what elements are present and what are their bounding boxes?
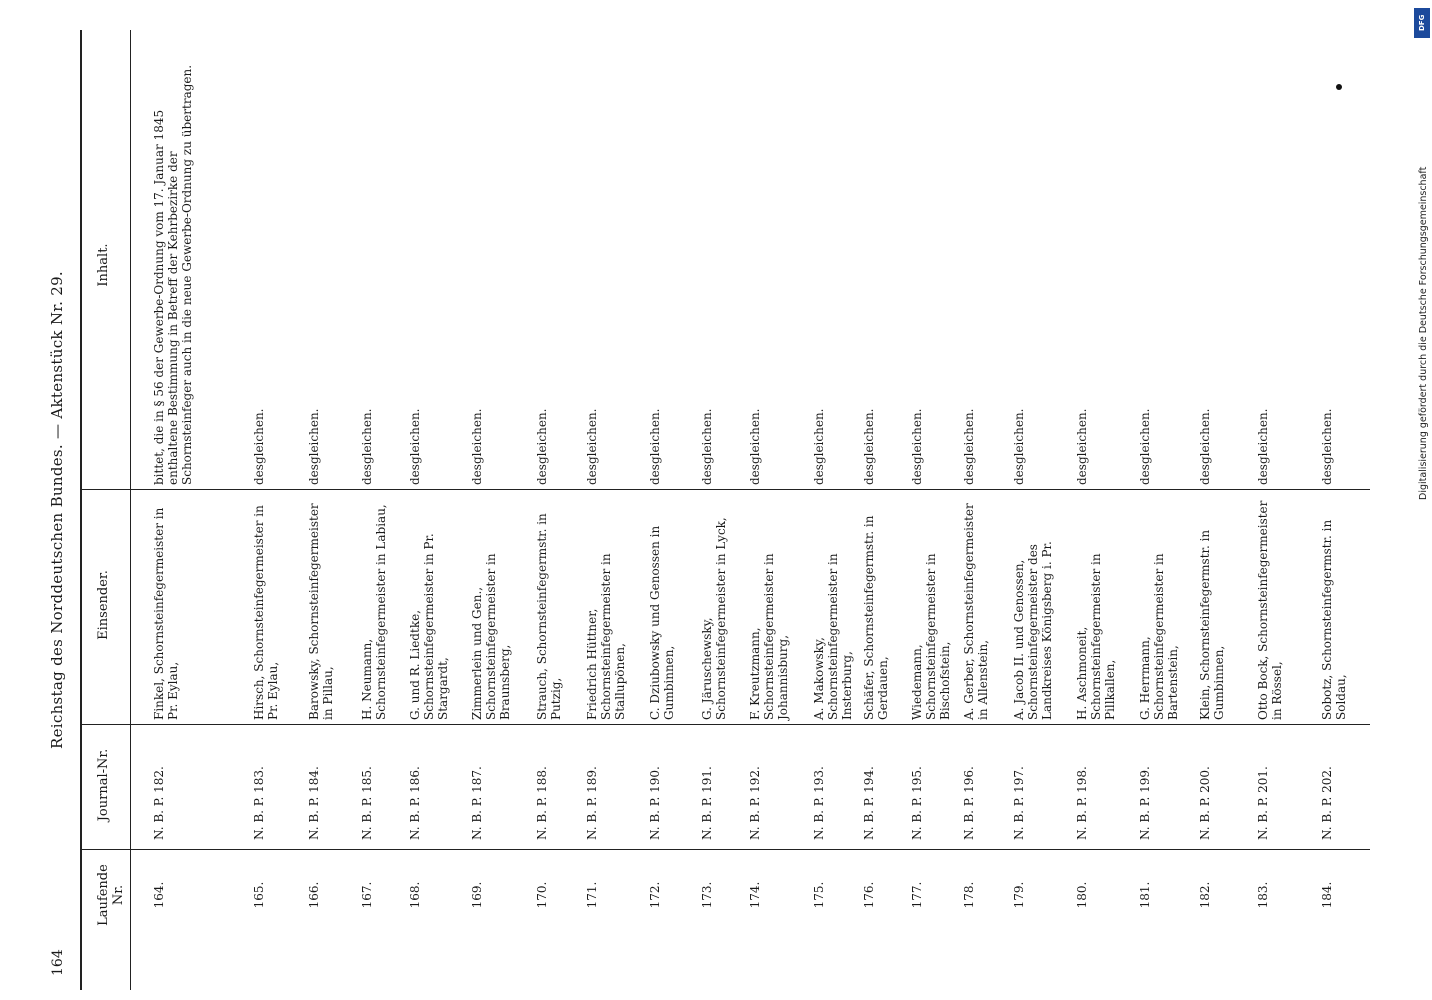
row-inhalt: desgleichen.: [408, 408, 422, 485]
row-einsender: Barowsky, Schornsteinfegermeister in Pillau,: [307, 503, 335, 720]
row-journal: N. B. P. 189.: [585, 766, 599, 840]
row-journal: N. B. P. 195.: [910, 766, 924, 840]
row-einsender: Hirsch, Schornsteinfegermeister in Pr. Eylau,: [252, 505, 280, 720]
row-inhalt: desgleichen.: [585, 408, 599, 485]
row-einsender: Schäfer, Schornsteinfegermstr. in Gerdauen,: [862, 515, 890, 720]
row-lfd: 170.: [535, 881, 549, 909]
row-einsender: Sobotz, Schornsteinfegermstr. in Soldau,: [1320, 519, 1348, 720]
col-head-laufende: Laufende Nr.: [96, 864, 126, 926]
row-einsender: Friedrich Hüttner, Schornsteinfegermeister in Stallupönen,: [585, 553, 627, 720]
row-einsender: G. und R. Liedtke, Schornsteinfegermeister in Pr. Stargardt,: [408, 533, 450, 720]
row-einsender: Zimmerlein und Gen., Schornsteinfegermeister in Braunsberg,: [470, 553, 512, 720]
row-einsender: Otto Bock, Schornsteinfegermeister in Rössel,: [1256, 500, 1284, 720]
row-lfd: 178.: [962, 881, 976, 909]
row-einsender: A. Makowsky, Schornsteinfegermeister in Insterburg,: [812, 553, 854, 720]
page-number: 164: [50, 949, 66, 976]
row-einsender: Klein, Schornsteinfegermstr. in Gumbinnen,: [1198, 529, 1226, 720]
row-journal: N. B. P. 182.: [152, 766, 166, 840]
row-einsender: Wiedemann, Schornsteinfegermeister in Bischofstein,: [910, 553, 952, 720]
row-lfd: 175.: [812, 881, 826, 909]
row-einsender: F. Kreutzmann, Schornsteinfegermeister in Johannisburg,: [748, 553, 790, 720]
dfg-badge: DFG: [1414, 8, 1430, 38]
row-journal: N. B. P. 201.: [1256, 766, 1270, 840]
digitization-note: Digitalisierung gefördert durch die Deutsche Forschungsgemeinschaft: [1418, 166, 1429, 500]
row-lfd: 174.: [748, 881, 762, 909]
row-lfd: 182.: [1198, 881, 1212, 909]
row-einsender: G. Herrmann, Schornsteinfegermeister in Bartenstein,: [1138, 553, 1180, 720]
row-journal: N. B. P. 183.: [252, 766, 266, 840]
row-inhalt: desgleichen.: [307, 408, 321, 485]
row-lfd: 167.: [360, 881, 374, 909]
row-inhalt: desgleichen.: [1075, 408, 1089, 485]
row-einsender: A. Jacob II. und Genossen, Schornsteinfegermeister des Landkreises Königsberg i. Pr.: [1012, 541, 1054, 720]
row-journal: N. B. P. 196.: [962, 766, 976, 840]
row-inhalt: desgleichen.: [1256, 408, 1270, 485]
row-lfd: 177.: [910, 881, 924, 909]
row-inhalt: desgleichen.: [1320, 408, 1334, 485]
row-journal: N. B. P. 198.: [1075, 766, 1089, 840]
row-inhalt: desgleichen.: [648, 408, 662, 485]
row-einsender: C. Dziubowsky und Genossen in Gumbinnen,: [648, 525, 676, 720]
row-inhalt: desgleichen.: [1198, 408, 1212, 485]
running-title: Reichstag des Norddeutschen Bundes. — Aktenstück Nr. 29.: [48, 271, 66, 749]
col-divider-2: [80, 724, 1370, 725]
row-inhalt: desgleichen.: [1138, 408, 1152, 485]
col-head-journal: Journal-Nr.: [96, 748, 111, 822]
row-lfd: 169.: [470, 881, 484, 909]
row-journal: N. B. P. 185.: [360, 766, 374, 840]
row-journal: N. B. P. 200.: [1198, 766, 1212, 840]
row-einsender: H. Neumann, Schornsteinfegermeister in Labiau,: [360, 504, 388, 720]
row-inhalt: desgleichen.: [252, 408, 266, 485]
row-lfd: 184.: [1320, 881, 1334, 909]
col-head-einsender: Einsender.: [96, 570, 111, 640]
row-lfd: 176.: [862, 881, 876, 909]
row-journal: N. B. P. 202.: [1320, 766, 1334, 840]
row-inhalt: desgleichen.: [748, 408, 762, 485]
row-journal: N. B. P. 192.: [748, 766, 762, 840]
row-inhalt: desgleichen.: [1012, 408, 1026, 485]
row-lfd: 171.: [585, 881, 599, 909]
row-inhalt: desgleichen.: [535, 408, 549, 485]
row-lfd: 173.: [700, 881, 714, 909]
row-inhalt: desgleichen.: [962, 408, 976, 485]
row-lfd: 168.: [408, 881, 422, 909]
row-lfd: 181.: [1138, 881, 1152, 909]
row-inhalt: desgleichen.: [360, 408, 374, 485]
row-journal: N. B. P. 197.: [1012, 766, 1026, 840]
row-inhalt: desgleichen.: [910, 408, 924, 485]
row-journal: N. B. P. 184.: [307, 766, 321, 840]
row-einsender: H. Aschmoneit, Schornsteinfegermeister in Pillkallen,: [1075, 553, 1117, 720]
row-einsender: Strauch, Schornsteinfegermstr. in Putzig,: [535, 513, 563, 720]
header-rule-top: [80, 30, 82, 990]
row-einsender: A. Gerber, Schornsteinfegermeister in Allenstein,: [962, 503, 990, 720]
row-lfd: 183.: [1256, 881, 1270, 909]
row-inhalt: desgleichen.: [812, 408, 826, 485]
col-head-inhalt: Inhalt.: [96, 243, 111, 287]
row-journal: N. B. P. 188.: [535, 766, 549, 840]
row-journal: N. B. P. 187.: [470, 766, 484, 840]
row-lfd: 180.: [1075, 881, 1089, 909]
scan-speck: [1336, 84, 1342, 90]
row-lfd: 166.: [307, 881, 321, 909]
col-divider-1: [80, 849, 1370, 850]
row-inhalt: bittet, die in § 56 der Gewerbe-Ordnung vom 17. Januar 1845 enthaltene Bestimmung in Betreff der Kehrbezirke der Schornsteinfeger auch in die neue Gewerbe-Ordnung zu übertragen.: [152, 64, 194, 485]
row-journal: N. B. P. 199.: [1138, 766, 1152, 840]
row-lfd: 179.: [1012, 881, 1026, 909]
row-journal: N. B. P. 191.: [700, 766, 714, 840]
row-inhalt: desgleichen.: [700, 408, 714, 485]
row-inhalt: desgleichen.: [862, 408, 876, 485]
row-journal: N. B. P. 186.: [408, 766, 422, 840]
row-lfd: 172.: [648, 881, 662, 909]
row-einsender: G. Järuschewsky, Schornsteinfegermeister in Lyck,: [700, 517, 728, 720]
header-rule-bottom: [130, 30, 131, 990]
row-journal: N. B. P. 194.: [862, 766, 876, 840]
row-inhalt: desgleichen.: [470, 408, 484, 485]
row-lfd: 164.: [152, 881, 166, 909]
row-einsender: Finkel, Schornsteinfegermeister in Pr. Eylau,: [152, 507, 180, 720]
rotated-content: [30, 30, 1380, 990]
row-lfd: 165.: [252, 881, 266, 909]
row-journal: N. B. P. 193.: [812, 766, 826, 840]
row-journal: N. B. P. 190.: [648, 766, 662, 840]
